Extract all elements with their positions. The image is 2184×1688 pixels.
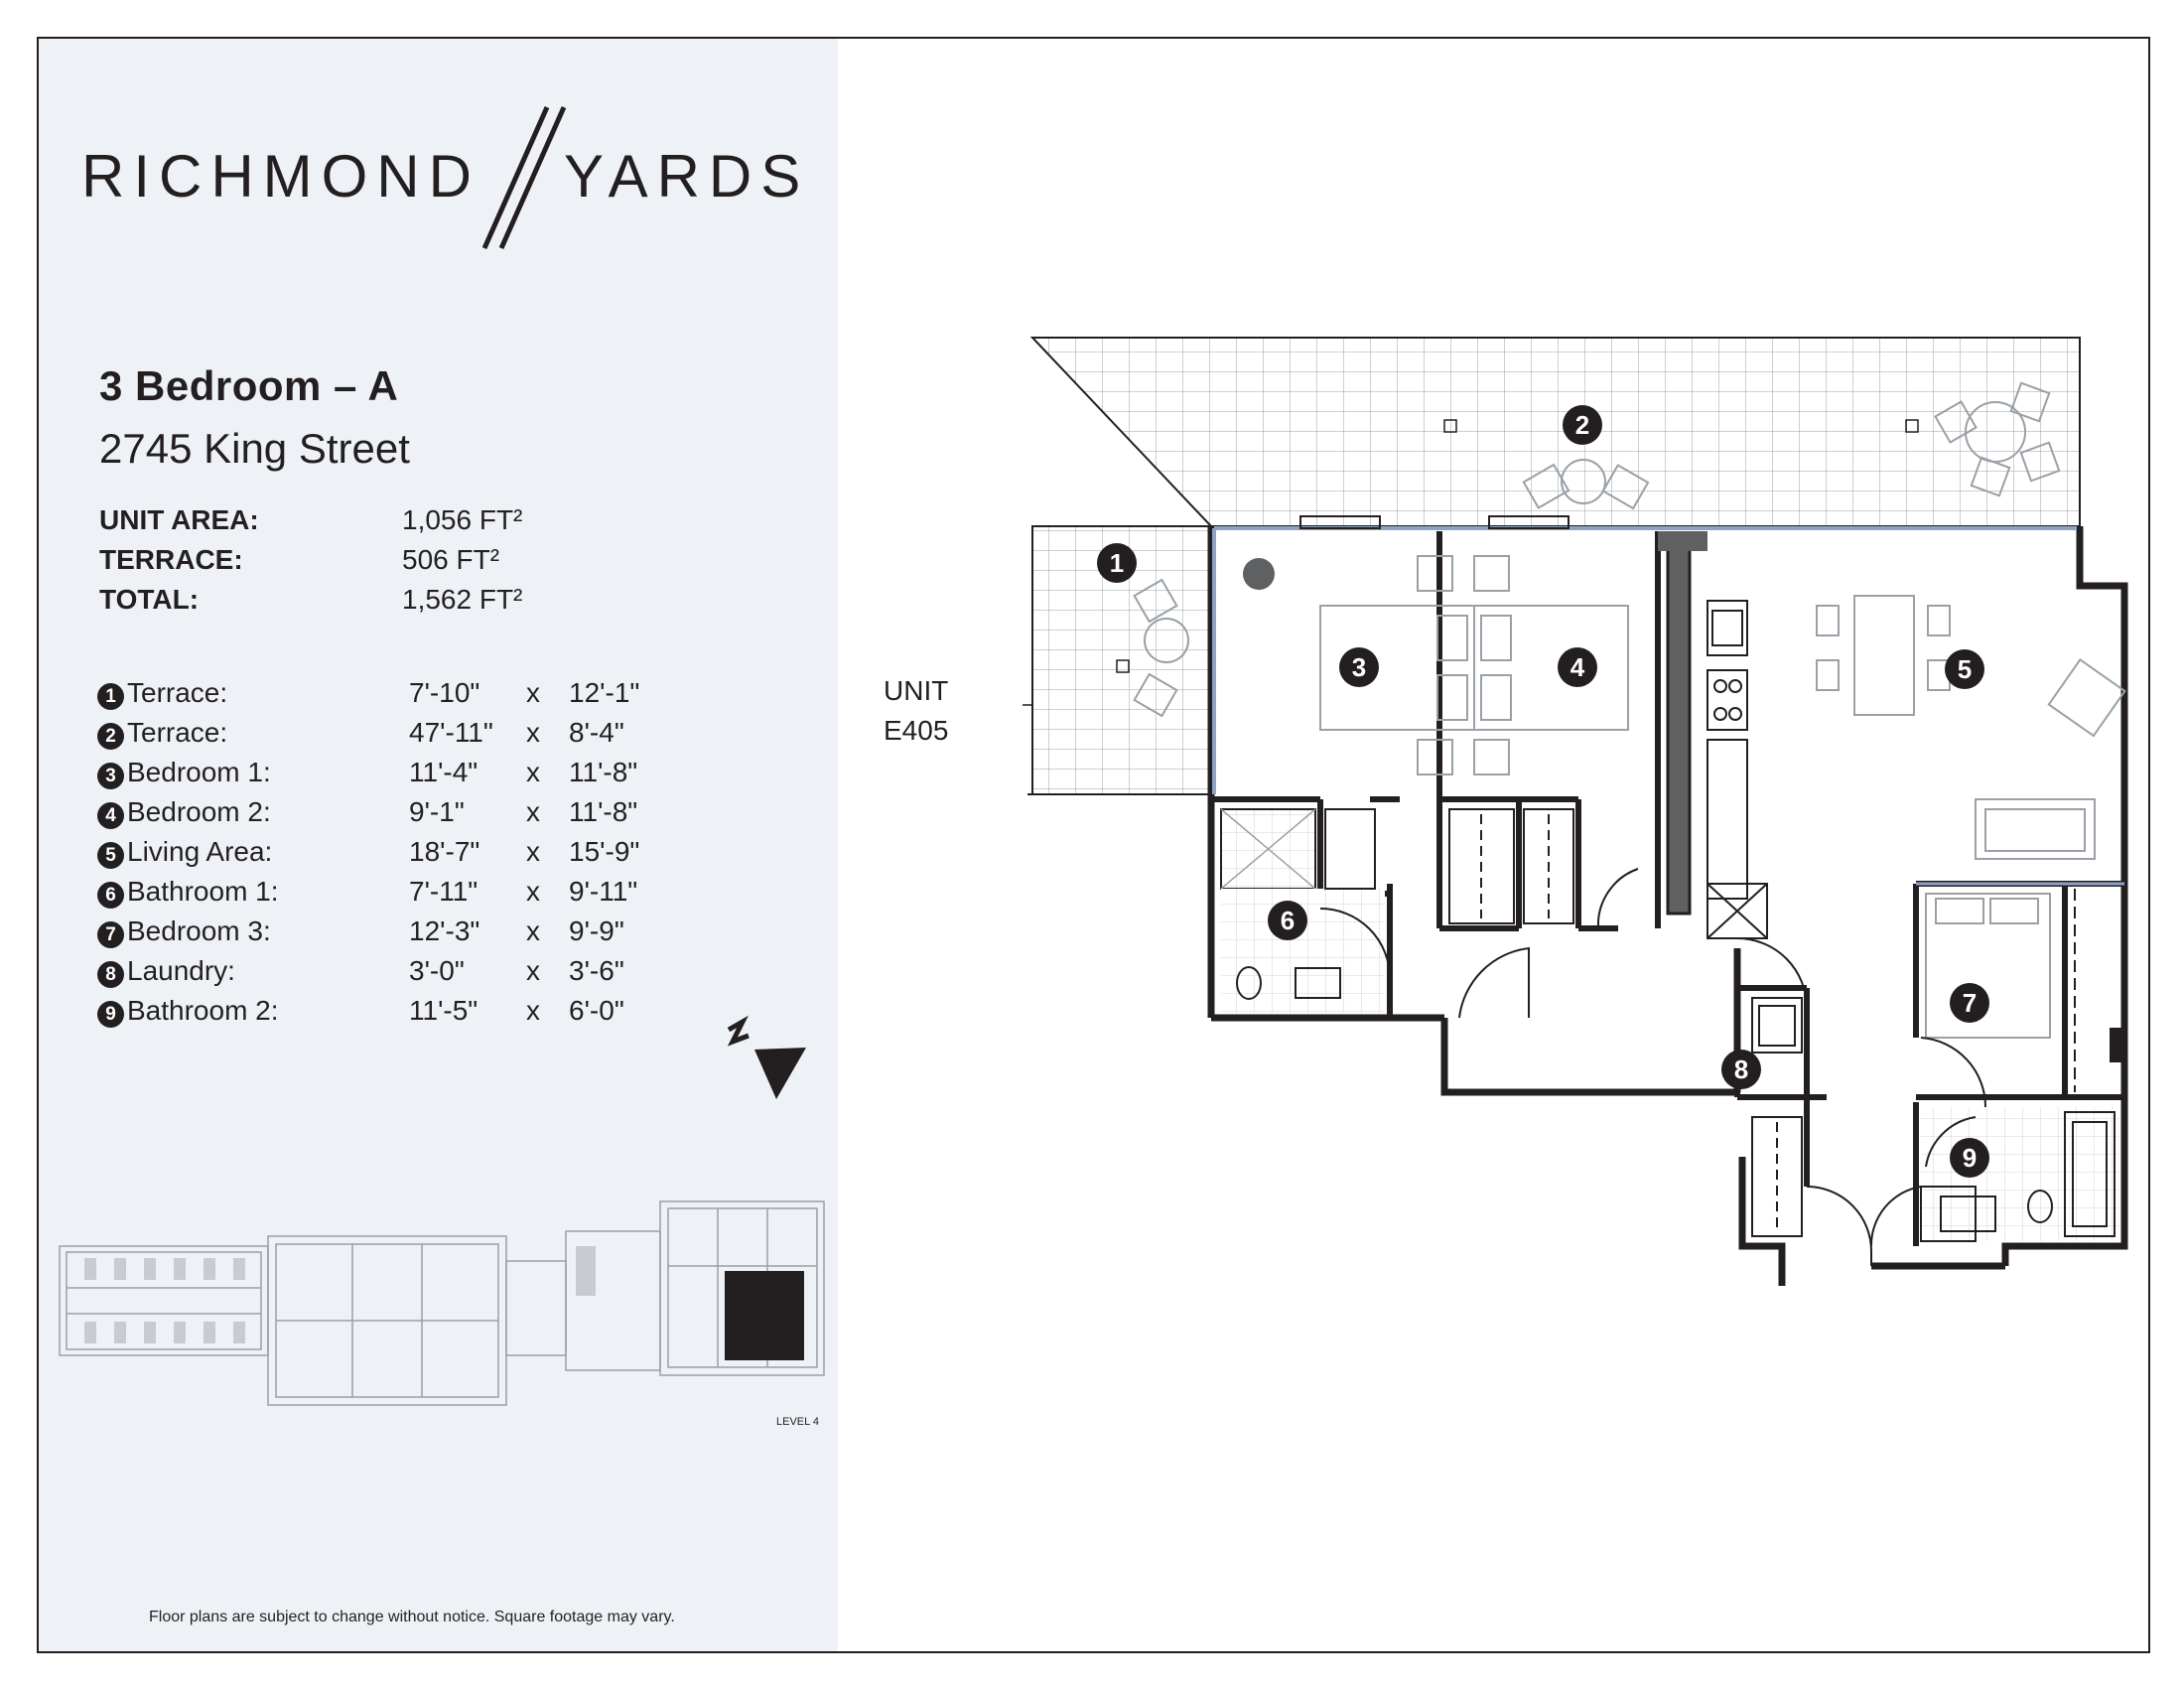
room-number: 7 <box>97 921 124 948</box>
room-number: 5 <box>97 842 124 869</box>
room-name: Terrace: <box>127 717 228 748</box>
room-callout-3: 3 <box>1339 647 1379 687</box>
room-name: Bathroom 2: <box>127 995 279 1026</box>
dimension-separator: x <box>526 717 540 748</box>
room-width: 7'-11" <box>409 876 478 907</box>
room-row <box>97 876 693 915</box>
terrace-area-value: 506 FT² <box>402 544 500 575</box>
dimension-separator: x <box>526 915 540 946</box>
room-callout-2: 2 <box>1563 405 1602 445</box>
room-row <box>97 915 693 955</box>
room-callout-6: 6 <box>1268 901 1307 940</box>
dimension-separator: x <box>526 995 540 1026</box>
room-length: 11'-8" <box>569 796 638 827</box>
total-area-label: TOTAL: <box>99 584 200 615</box>
room-name: Bathroom 1: <box>127 876 279 907</box>
room-width: 12'-3" <box>409 915 480 946</box>
room-row <box>97 717 693 757</box>
room-number: 3 <box>97 763 124 789</box>
room-name: Bedroom 2: <box>127 796 271 827</box>
room-callout-9: 9 <box>1950 1138 1989 1178</box>
room-callout-5: 5 <box>1945 649 1984 689</box>
room-width: 47'-11" <box>409 717 493 748</box>
room-name: Living Area: <box>127 836 273 867</box>
room-name: Bedroom 1: <box>127 757 271 787</box>
room-row <box>97 757 693 796</box>
room-callout-7: 7 <box>1950 983 1989 1023</box>
dimension-separator: x <box>526 757 540 787</box>
room-width: 9'-1" <box>409 796 465 827</box>
room-width: 11'-4" <box>409 757 478 787</box>
room-row <box>97 836 693 876</box>
room-name: Terrace: <box>127 677 228 708</box>
room-number: 9 <box>97 1001 124 1028</box>
unit-address: 2745 King Street <box>99 425 410 472</box>
brand-logo <box>79 99 814 258</box>
north-arrow-icon <box>715 1008 814 1107</box>
room-row <box>97 677 693 717</box>
room-width: 7'-10" <box>409 677 480 708</box>
unit-area-label: UNIT AREA: <box>99 504 259 535</box>
dimension-separator: x <box>526 677 540 708</box>
room-callout-4: 4 <box>1558 647 1597 687</box>
room-name: Laundry: <box>127 955 235 986</box>
room-length: 9'-9" <box>569 915 624 946</box>
room-row <box>97 995 693 1035</box>
room-length: 9'-11" <box>569 876 638 907</box>
terrace-area-label: TERRACE: <box>99 544 243 575</box>
unit-title: 3 Bedroom – A <box>99 362 399 409</box>
room-number: 1 <box>97 683 124 710</box>
room-name: Bedroom 3: <box>127 915 271 946</box>
total-area-value: 1,562 FT² <box>402 584 523 615</box>
room-number: 8 <box>97 961 124 988</box>
dimension-separator: x <box>526 955 540 986</box>
brand-right: YARDS <box>564 143 810 210</box>
unit-label: UNIT <box>884 675 949 706</box>
room-length: 11'-8" <box>569 757 638 787</box>
room-width: 3'-0" <box>409 955 465 986</box>
brand-left: RICHMOND <box>81 143 480 210</box>
unit-area-value: 1,056 FT² <box>402 504 523 535</box>
room-callout-8: 8 <box>1721 1050 1761 1089</box>
key-plan-level: LEVEL 4 <box>776 1416 820 1428</box>
dimension-separator: x <box>526 796 540 827</box>
disclaimer: Floor plans are subject to change without notice. Square footage may vary. <box>149 1609 675 1625</box>
dimension-separator: x <box>526 836 540 867</box>
room-width: 18'-7" <box>409 836 480 867</box>
room-row <box>97 955 693 995</box>
room-length: 12'-1" <box>569 677 640 708</box>
dimension-separator: x <box>526 876 540 907</box>
room-number: 4 <box>97 802 124 829</box>
room-row <box>97 796 693 836</box>
room-length: 3'-6" <box>569 955 624 986</box>
key-plan <box>55 1196 829 1435</box>
room-callout-1: 1 <box>1097 543 1137 583</box>
room-number: 6 <box>97 882 124 909</box>
room-width: 11'-5" <box>409 995 478 1026</box>
room-number: 2 <box>97 723 124 750</box>
room-length: 6'-0" <box>569 995 624 1026</box>
room-length: 8'-4" <box>569 717 624 748</box>
room-length: 15'-9" <box>569 836 640 867</box>
unit-code: E405 <box>884 715 949 746</box>
